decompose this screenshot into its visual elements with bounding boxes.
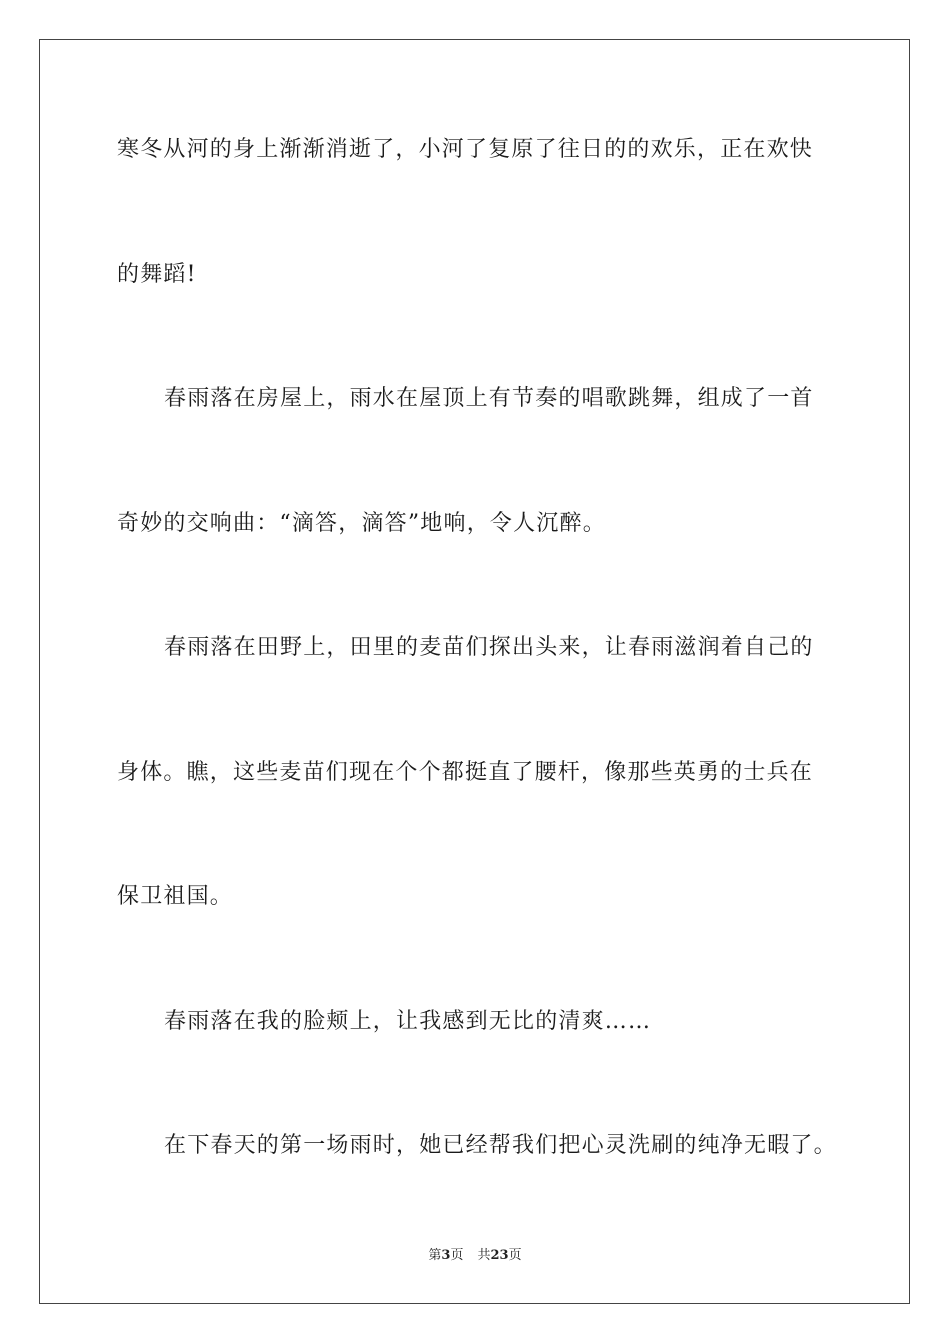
page-prefix: 第 — [428, 1248, 442, 1263]
paragraph-line: 在下春天的第一场雨时，她已经帮我们把心灵洗刷的纯净无暇了。 — [164, 1133, 837, 1158]
page-number: 3 — [441, 1248, 451, 1263]
paragraph-line: 身体。瞧，这些麦苗们现在个个都挺直了腰杆，像那些英勇的士兵在 — [117, 760, 814, 785]
total-suffix: 页 — [508, 1248, 522, 1263]
page-suffix: 页 — [450, 1248, 464, 1263]
page-border — [39, 39, 910, 1304]
paragraph-line: 奇妙的交响曲：“滴答，滴答”地响，令人沉醉。 — [117, 511, 606, 536]
paragraph-line: 春雨落在田野上，田里的麦苗们探出头来，让春雨滋润着自己的 — [164, 635, 814, 660]
page-footer — [0, 1247, 950, 1265]
paragraph-line: 春雨落在房屋上，雨水在屋顶上有节奏的唱歌跳舞，组成了一首 — [164, 386, 814, 411]
paragraph-line: 春雨落在我的脸颊上，让我感到无比的清爽…… — [164, 1009, 652, 1034]
total-prefix: 共 — [477, 1248, 491, 1263]
paragraph-line: 保卫祖国。 — [117, 884, 234, 909]
paragraph-line: 的舞蹈! — [117, 262, 197, 287]
paragraph-line: 寒冬从河的身上渐渐消逝了，小河了复原了往日的的欢乐，正在欢快 — [117, 137, 814, 162]
total-pages: 23 — [490, 1248, 509, 1263]
